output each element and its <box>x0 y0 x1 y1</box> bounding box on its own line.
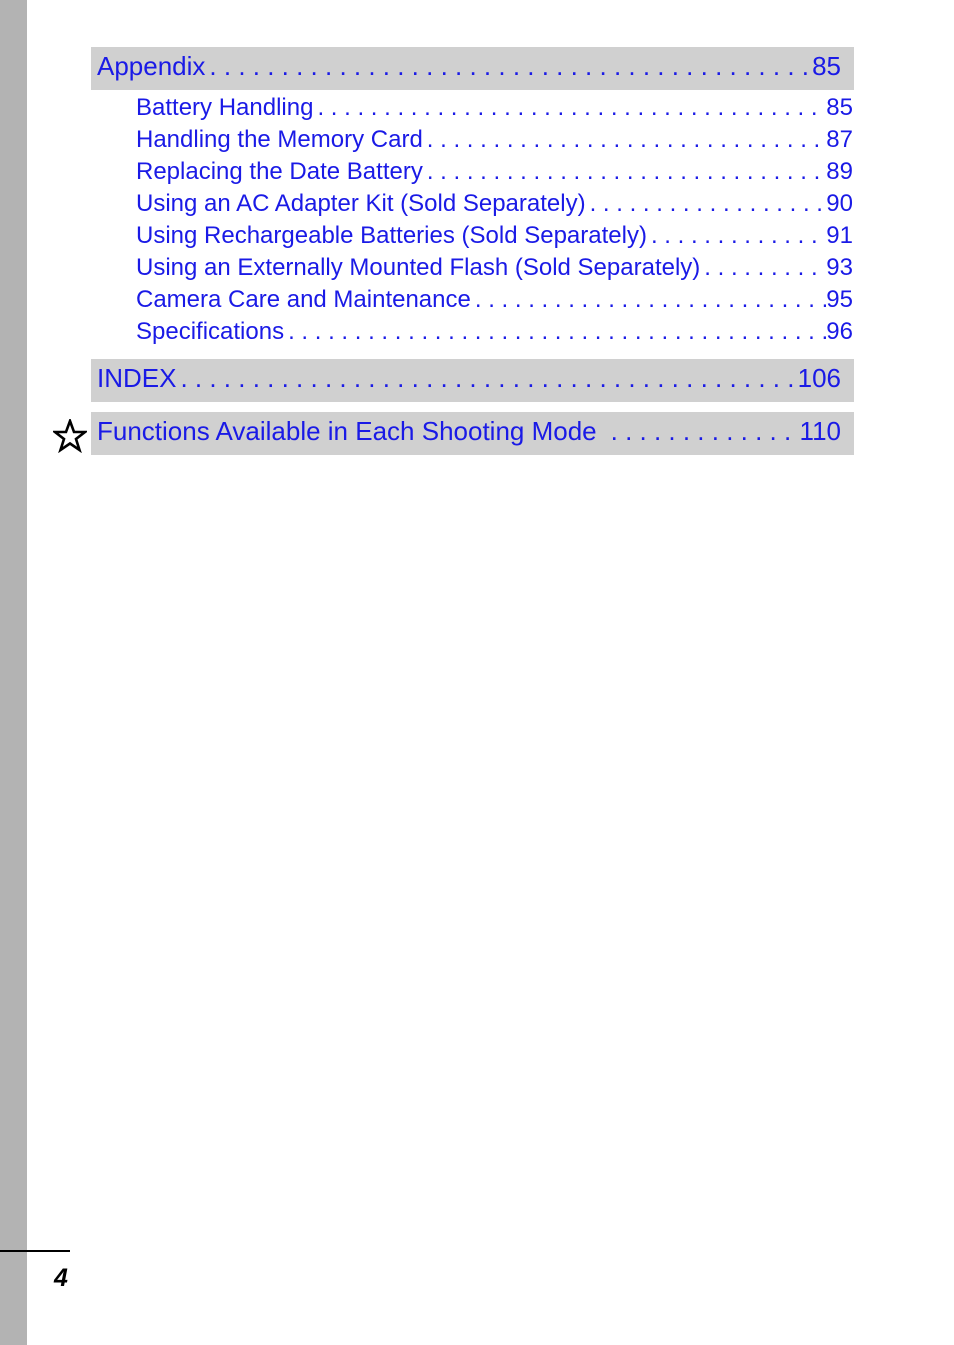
toc-entry-title: Using Rechargeable Batteries (Sold Separately) <box>136 222 647 249</box>
page-number: 4 <box>54 1264 68 1292</box>
toc-entry-page: 91 <box>826 222 853 249</box>
toc-entry-page: 85 <box>826 94 853 121</box>
toc-entry-specifications[interactable] <box>136 316 853 348</box>
toc-entry-title: INDEX <box>97 363 177 393</box>
dot-leader <box>423 124 827 156</box>
toc-entry-title: Specifications <box>136 318 285 345</box>
toc-entry-page: 93 <box>826 254 853 281</box>
toc-entry-title: Handling the Memory Card <box>136 126 423 153</box>
toc-entry-appendix[interactable] <box>97 45 841 88</box>
toc-entry-title: Camera Care and Maintenance <box>136 286 471 313</box>
toc-entry-page: 90 <box>826 190 853 217</box>
toc-entry-title: Replacing the Date Battery <box>136 158 423 185</box>
toc-entry-memory-card[interactable] <box>136 124 853 156</box>
toc-entry-ac-adapter[interactable] <box>136 188 853 220</box>
toc-entry-rechargeable-batteries[interactable] <box>136 220 853 252</box>
dot-leader <box>586 188 827 220</box>
toc-entry-index[interactable] <box>97 357 841 400</box>
toc-entry-page: 87 <box>826 126 853 153</box>
dot-leader <box>284 316 826 348</box>
toc-entry-title: Functions Available in Each Shooting Mode <box>97 416 597 446</box>
dot-leader <box>205 45 812 88</box>
dot-leader <box>597 410 800 453</box>
star-outline-icon <box>53 419 87 453</box>
dot-leader <box>423 156 826 188</box>
toc-entry-title: Using an Externally Mounted Flash (Sold Separately) <box>136 254 701 281</box>
toc-entry-external-flash[interactable] <box>136 252 853 284</box>
dot-leader <box>176 357 797 400</box>
toc-entry-page: 110 <box>799 416 841 446</box>
toc-entry-page: 96 <box>826 318 853 345</box>
dot-leader <box>700 252 826 284</box>
toc-entry-title: Using an AC Adapter Kit (Sold Separately) <box>136 190 586 217</box>
side-margin-bar <box>0 0 27 1345</box>
toc-entry-camera-care[interactable] <box>136 284 853 316</box>
toc-entry-title: Battery Handling <box>136 94 314 121</box>
dot-leader <box>647 220 826 252</box>
toc-entry-page: 95 <box>826 286 853 313</box>
toc-entry-date-battery[interactable] <box>136 156 853 188</box>
toc-entry-functions[interactable] <box>97 410 841 453</box>
dot-leader <box>471 284 826 316</box>
dot-leader <box>313 92 826 124</box>
toc-entry-page: 106 <box>797 363 841 393</box>
toc-entry-page: 85 <box>812 51 841 81</box>
toc-entry-title: Appendix <box>97 51 206 81</box>
footer-rule <box>0 1250 70 1252</box>
toc-entry-page: 89 <box>826 158 853 185</box>
toc-entry-battery-handling[interactable] <box>136 92 853 124</box>
